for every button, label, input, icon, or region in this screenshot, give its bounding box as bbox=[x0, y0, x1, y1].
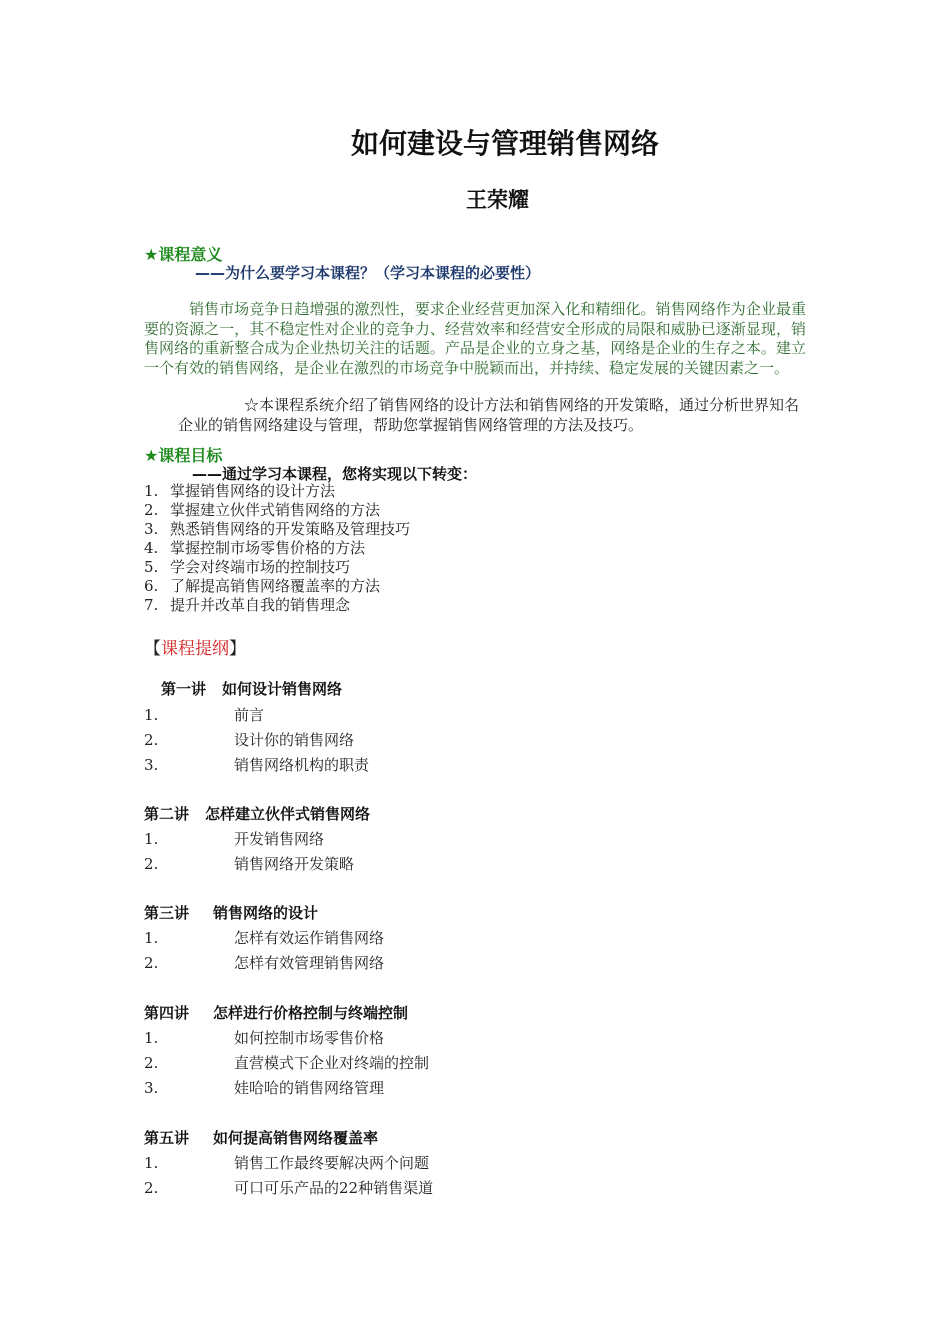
item-text: 直营模式下企业对终端的控制 bbox=[234, 1054, 430, 1072]
list-item bbox=[144, 577, 410, 596]
outline-item bbox=[144, 927, 384, 948]
item-number: 1. bbox=[144, 830, 159, 848]
item-text: 销售工作最终要解决两个问题 bbox=[234, 1154, 430, 1172]
item-number: 2. bbox=[144, 501, 159, 519]
list-item bbox=[144, 501, 410, 520]
bracket-open: 【 bbox=[144, 639, 161, 659]
significance-heading: ★课程意义 bbox=[144, 245, 223, 264]
item-number: 2. bbox=[144, 855, 159, 873]
author-name: 王荣耀 bbox=[466, 188, 529, 212]
item-number: 2. bbox=[144, 1054, 159, 1072]
lecture-heading-3 bbox=[144, 902, 318, 923]
outline-item bbox=[144, 729, 354, 750]
outline-item bbox=[144, 754, 369, 775]
lecture-label: 第三讲 bbox=[144, 904, 190, 922]
outline-item bbox=[144, 1077, 384, 1098]
item-number: 2. bbox=[144, 731, 159, 749]
item-text: 了解提高销售网络覆盖率的方法 bbox=[170, 577, 381, 595]
lecture-title: 怎样建立伙伴式销售网络 bbox=[205, 805, 371, 823]
item-number: 3. bbox=[144, 756, 159, 774]
item-text: 怎样有效管理销售网络 bbox=[234, 954, 385, 972]
item-text: 前言 bbox=[234, 706, 265, 724]
list-item bbox=[144, 558, 410, 577]
item-text: 掌握建立伙伴式销售网络的方法 bbox=[170, 501, 381, 519]
outline-item bbox=[144, 952, 384, 973]
item-text: 掌握控制市场零售价格的方法 bbox=[170, 539, 366, 557]
significance-paragraph bbox=[144, 300, 806, 378]
lecture-title: 怎样进行价格控制与终端控制 bbox=[213, 1004, 409, 1022]
document-title: 如何建设与管理销售网络 bbox=[350, 127, 659, 160]
outline-item bbox=[144, 1177, 433, 1198]
lecture-label: 第二讲 bbox=[144, 805, 190, 823]
significance-text: 销售市场竞争日趋增强的激烈性，要求企业经营更加深入化和精细化。销售网络作为企业最重要的资源之一，其不稳定性对企业的竞争力、经营效率和经营安全形成的局限和威胁已逐渐显现，销售网络的重新整合成为企业热切关注的话题。产品是企业的立身之基，网络是企业的生存之本。建立一个有效的销售网络，是企业在激烈的市场竞争中脱颖而出，并持续、稳定发展的关键因素之一。 bbox=[144, 300, 806, 377]
item-number: 2. bbox=[144, 954, 159, 972]
item-number: 3. bbox=[144, 1079, 159, 1097]
lecture-title: 如何设计销售网络 bbox=[222, 680, 343, 698]
item-text: 设计你的销售网络 bbox=[234, 731, 355, 749]
outline-item bbox=[144, 1052, 429, 1073]
item-number: 2. bbox=[144, 1179, 159, 1197]
item-number: 5. bbox=[144, 558, 159, 576]
list-item bbox=[144, 539, 410, 558]
lecture-title: 如何提高销售网络覆盖率 bbox=[213, 1129, 379, 1147]
lecture-heading-5 bbox=[144, 1127, 378, 1148]
item-number: 7. bbox=[144, 596, 159, 614]
course-intro-text: ☆本课程系统介绍了销售网络的设计方法和销售网络的开发策略，通过分析世界知名企业的销售网络建设与管理，帮助您掌握销售网络管理的方法及技巧。 bbox=[178, 396, 800, 434]
item-text: 怎样有效运作销售网络 bbox=[234, 929, 385, 947]
item-number: 1. bbox=[144, 482, 159, 500]
outline-item bbox=[144, 1027, 384, 1048]
item-text: 开发销售网络 bbox=[234, 830, 325, 848]
outline-item bbox=[144, 828, 324, 849]
outline-heading bbox=[144, 634, 246, 659]
list-item bbox=[144, 520, 410, 539]
goals-heading: ★课程目标 bbox=[144, 446, 223, 465]
item-number: 4. bbox=[144, 539, 159, 557]
significance-subheading: ——为什么要学习本课程？（学习本课程的必要性） bbox=[195, 264, 541, 282]
item-number: 6. bbox=[144, 577, 159, 595]
course-intro bbox=[178, 396, 806, 435]
lecture-title: 销售网络的设计 bbox=[213, 904, 319, 922]
item-text: 销售网络开发策略 bbox=[234, 855, 355, 873]
item-text: 学会对终端市场的控制技巧 bbox=[170, 558, 351, 576]
outline-item bbox=[144, 1152, 429, 1173]
bracket-close: 】 bbox=[229, 639, 246, 659]
outline-heading-text: 课程提纲 bbox=[161, 639, 229, 659]
outline-item bbox=[144, 853, 354, 874]
lecture-heading-4 bbox=[144, 1002, 408, 1023]
item-number: 1. bbox=[144, 1029, 159, 1047]
item-number: 1. bbox=[144, 706, 159, 724]
item-text: 提升并改革自我的销售理念 bbox=[170, 596, 351, 614]
goals-list bbox=[144, 482, 410, 615]
lecture-label: 第一讲 bbox=[161, 680, 207, 698]
item-text: 熟悉销售网络的开发策略及管理技巧 bbox=[170, 520, 411, 538]
lecture-label: 第四讲 bbox=[144, 1004, 190, 1022]
outline-item bbox=[144, 704, 264, 725]
item-number: 1. bbox=[144, 1154, 159, 1172]
list-item bbox=[144, 482, 410, 501]
item-text: 娃哈哈的销售网络管理 bbox=[234, 1079, 385, 1097]
goals-subheading: ——通过学习本课程，您将实现以下转变： bbox=[192, 465, 478, 483]
item-number: 3. bbox=[144, 520, 159, 538]
list-item bbox=[144, 596, 410, 615]
item-text: 销售网络机构的职责 bbox=[234, 756, 370, 774]
item-number: 1. bbox=[144, 929, 159, 947]
item-text: 掌握销售网络的设计方法 bbox=[170, 482, 336, 500]
item-text: 如何控制市场零售价格 bbox=[234, 1029, 385, 1047]
item-text: 可口可乐产品的22种销售渠道 bbox=[234, 1179, 434, 1197]
lecture-label: 第五讲 bbox=[144, 1129, 190, 1147]
lecture-heading-1 bbox=[161, 678, 342, 699]
lecture-heading-2 bbox=[144, 803, 370, 824]
